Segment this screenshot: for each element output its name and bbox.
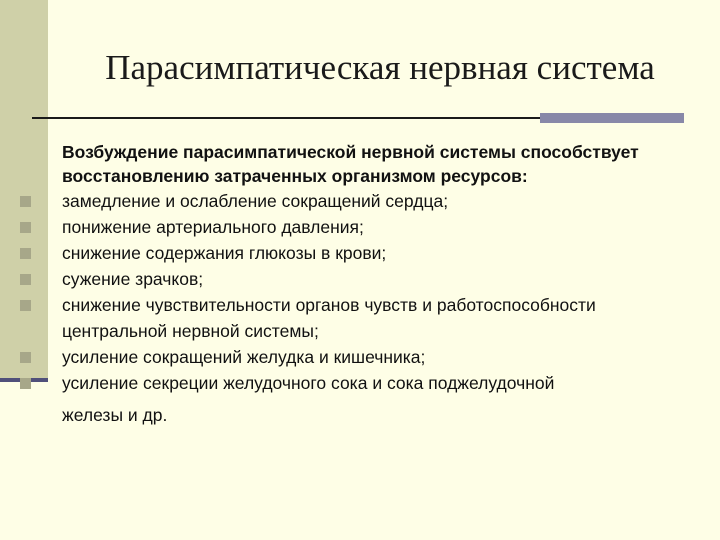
- slide-title: Парасимпатическая нервная система: [105, 48, 655, 87]
- list-item: [20, 188, 700, 214]
- bullet-icon: [20, 248, 31, 259]
- list-item-text: сужение зрачков;: [62, 269, 204, 289]
- list-item-text: усиление сокращений желудка и кишечника;: [62, 347, 426, 367]
- list-item: [20, 344, 700, 370]
- intro-text: Возбуждение парасимпатической нервной системы способствует восстановлению затраченных организмом ресурсов:: [62, 142, 639, 186]
- bullet-icon: [20, 378, 31, 389]
- slide-body: [20, 140, 700, 428]
- bullet-icon: [20, 274, 31, 285]
- bullet-icon: [20, 222, 31, 233]
- list-item: [20, 292, 700, 344]
- list-item-text: понижение артериального давления;: [62, 217, 364, 237]
- list-item-text: снижение содержания глюкозы в крови;: [62, 243, 387, 263]
- bullet-icon: [20, 196, 31, 207]
- list-item-text: замедление и ослабление сокращений сердца;: [62, 191, 449, 211]
- continuation-text: железы и др.: [62, 405, 168, 425]
- list-item: [20, 266, 700, 292]
- list-item-text: усиление секреции желудочного сока и сока поджелудочной: [62, 373, 555, 393]
- list-item: [20, 214, 700, 240]
- bullet-icon: [20, 300, 31, 311]
- list-item: [20, 370, 700, 396]
- list-item: [20, 240, 700, 266]
- title-accent-bar: [540, 113, 684, 123]
- bullet-list: [20, 188, 700, 396]
- bullet-icon: [20, 352, 31, 363]
- list-item-text: снижение чувствительности органов чувств и работоспособности центральной нервной системы;: [62, 295, 596, 341]
